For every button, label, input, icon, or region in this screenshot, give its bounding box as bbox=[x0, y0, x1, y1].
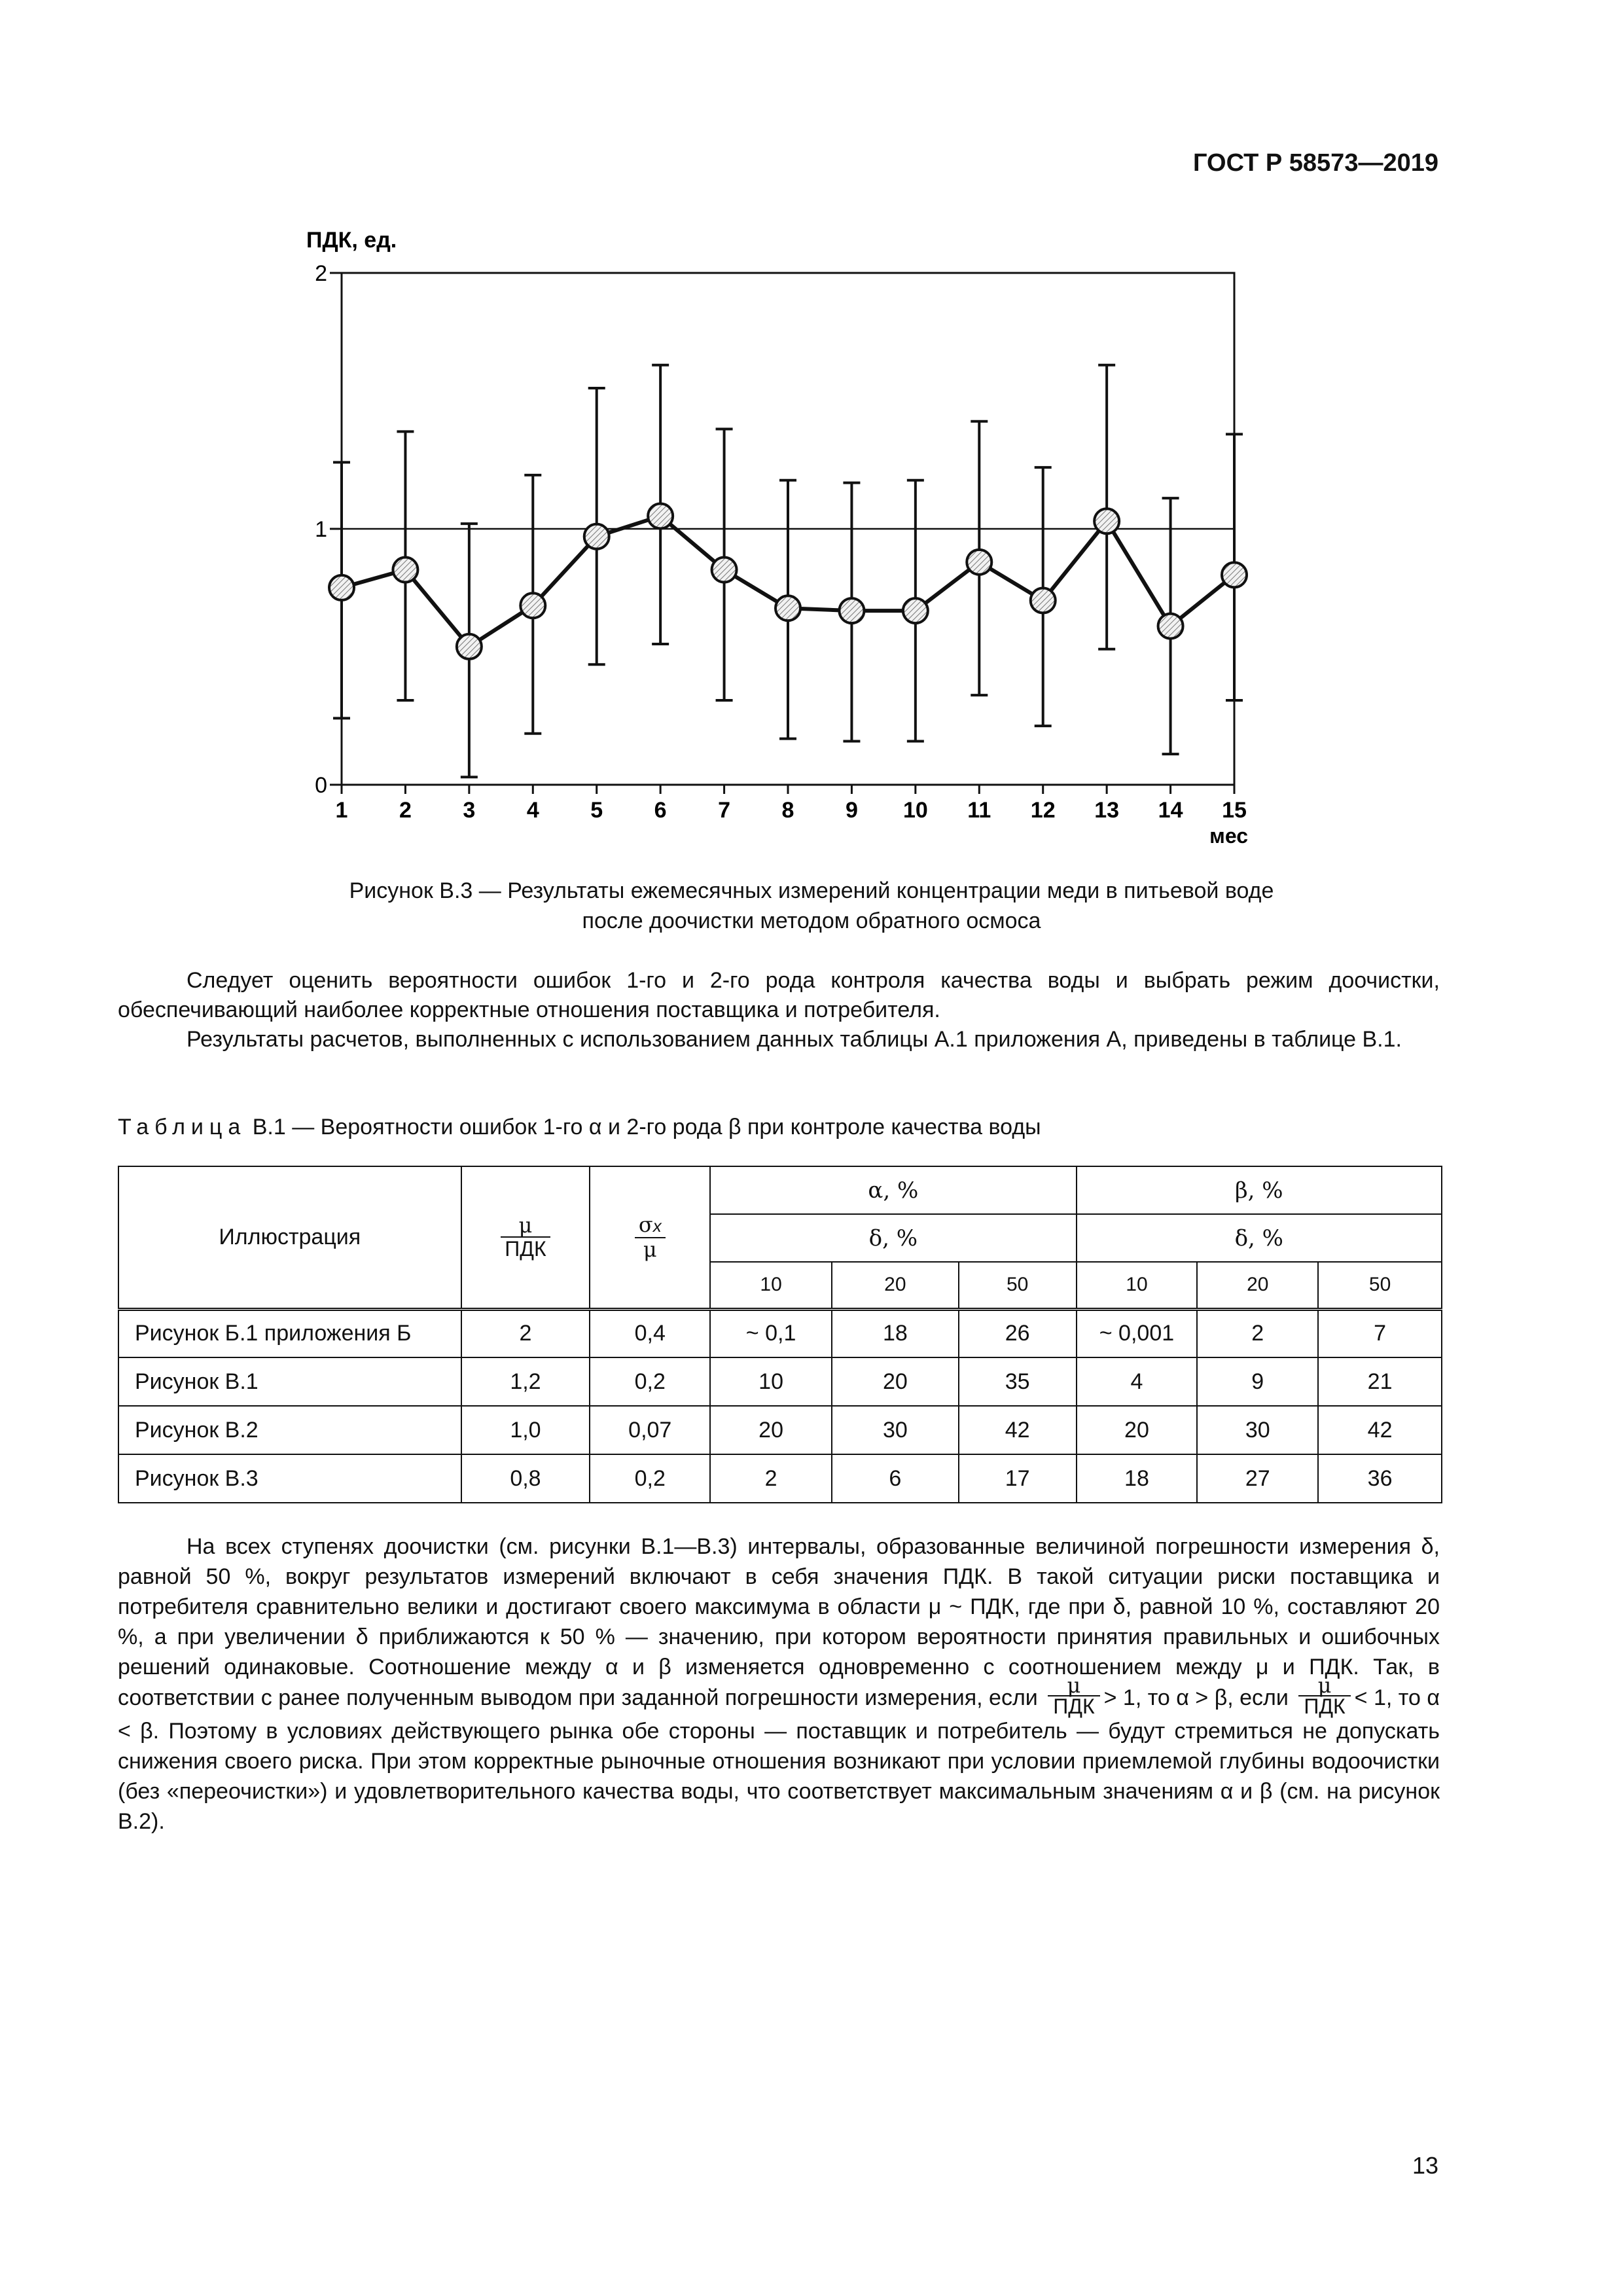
row-alpha-20: 30 bbox=[832, 1406, 959, 1454]
row-alpha-50: 35 bbox=[959, 1357, 1077, 1406]
row-alpha-10: ~ 0,1 bbox=[710, 1309, 832, 1357]
mu-symbol: μ bbox=[501, 1214, 550, 1238]
table-row bbox=[118, 1309, 1442, 1357]
pdk-label: ПДК bbox=[505, 1237, 546, 1261]
row-illustration: Рисунок В.1 bbox=[118, 1357, 461, 1406]
x-tick-label: 7 bbox=[718, 798, 731, 823]
concentration-chart bbox=[0, 0, 1623, 864]
x-tick-label: 3 bbox=[463, 798, 476, 823]
table-title-label: Таблица bbox=[118, 1115, 247, 1139]
row-beta-50: 36 bbox=[1318, 1454, 1442, 1503]
x-tick-label: 11 bbox=[967, 798, 991, 823]
header-beta-delta: δ, % bbox=[1077, 1214, 1442, 1262]
row-sigma: 0,07 bbox=[590, 1406, 710, 1454]
row-beta-10: 4 bbox=[1077, 1357, 1198, 1406]
data-point bbox=[648, 503, 673, 528]
page-number: 13 bbox=[1412, 2152, 1438, 2179]
y-tick-label: 2 bbox=[315, 261, 327, 286]
sigma-subscript: x bbox=[652, 1216, 662, 1236]
mu-over-pdk-fraction bbox=[501, 1214, 550, 1260]
header-alpha-50: 50 bbox=[959, 1262, 1077, 1309]
row-sigma: 0,4 bbox=[590, 1309, 710, 1357]
error-probability-table bbox=[118, 1166, 1442, 1503]
header-beta-50: 50 bbox=[1318, 1262, 1442, 1309]
x-tick-label: 4 bbox=[526, 798, 539, 823]
row-sigma: 0,2 bbox=[590, 1454, 710, 1503]
paragraph-1 bbox=[118, 966, 1440, 1025]
x-tick-label: 15 bbox=[1222, 798, 1247, 823]
table-row bbox=[118, 1454, 1442, 1503]
paragraph-2-text: Результаты расчетов, выполненных с использованием данных таблицы А.1 приложения А, приведены в таблице В.1. bbox=[187, 1027, 1402, 1052]
mu-over-pdk-inline-1 bbox=[1048, 1673, 1099, 1718]
y-axis-label: ПДК, ед. bbox=[306, 228, 397, 253]
row-illustration: Рисунок В.3 bbox=[118, 1454, 461, 1503]
table-title-text: В.1 — Вероятности ошибок 1-го α и 2-го рода β при контроле качества воды bbox=[246, 1115, 1041, 1139]
x-tick-label: 8 bbox=[781, 798, 794, 823]
row-alpha-50: 17 bbox=[959, 1454, 1077, 1503]
data-point bbox=[1031, 588, 1056, 613]
row-beta-50: 7 bbox=[1318, 1309, 1442, 1357]
header-alpha-10: 10 bbox=[710, 1262, 832, 1309]
data-point bbox=[584, 524, 609, 549]
row-beta-50: 42 bbox=[1318, 1406, 1442, 1454]
row-ratio: 0,8 bbox=[461, 1454, 590, 1503]
data-point bbox=[1222, 562, 1247, 587]
data-point bbox=[457, 634, 482, 659]
data-point bbox=[967, 550, 991, 575]
mu-denominator: μ bbox=[643, 1237, 657, 1263]
row-beta-10: ~ 0,001 bbox=[1077, 1309, 1198, 1357]
discussion-part-1: На всех ступенях доочистки (см. рисунки В.1—В.3) интервалы, образованные величиной погрешности измерения δ, равной 50 %, вокруг результатов измерений включают в себя значения ПДК. В такой ситуации риски поставщика и потребителя сравнительно велики и достигают своего максимума в области μ ~ ПДК, где при δ, равной 10 %, составляют 20 %, а при увеличении δ приближаются к 50 % — значению, при котором вероятности принятия правильных и ошибочных решений одинаковые. Соотношение между α и β изменяется одновременно с соотношением между μ и ПДК. Так, в соответствии с ранее полученным выводом при заданной погрешности измерения, если bbox=[118, 1534, 1440, 1710]
data-point bbox=[712, 558, 737, 583]
data-point bbox=[776, 596, 800, 620]
table-row bbox=[118, 1406, 1442, 1454]
paragraph-1-text: Следует оценить вероятности ошибок 1-го и 2-го рода контроля качества воды и выбрать режим доочистки, обеспечивающий наиболее корректные отношения поставщика и потребителя. bbox=[118, 968, 1440, 1022]
header-mu-ratio bbox=[461, 1166, 590, 1309]
row-alpha-10: 10 bbox=[710, 1357, 832, 1406]
row-alpha-50: 42 bbox=[959, 1406, 1077, 1454]
discussion-part-2: > 1, то α > β, если bbox=[1103, 1685, 1289, 1710]
data-point bbox=[839, 598, 864, 623]
row-alpha-20: 18 bbox=[832, 1309, 959, 1357]
row-illustration: Рисунок В.2 bbox=[118, 1406, 461, 1454]
row-alpha-10: 2 bbox=[710, 1454, 832, 1503]
table-row bbox=[118, 1357, 1442, 1406]
pdk-label: ПДК bbox=[1304, 1695, 1346, 1718]
data-point bbox=[520, 593, 545, 618]
document-code: ГОСТ Р 58573—2019 bbox=[1193, 149, 1438, 177]
header-beta-10: 10 bbox=[1077, 1262, 1198, 1309]
row-alpha-20: 20 bbox=[832, 1357, 959, 1406]
sigma-symbol: σ bbox=[638, 1212, 653, 1238]
data-point bbox=[1094, 509, 1119, 533]
x-axis-label: мес bbox=[1209, 824, 1248, 848]
data-point bbox=[1158, 614, 1183, 639]
row-alpha-10: 20 bbox=[710, 1406, 832, 1454]
x-tick-label: 9 bbox=[845, 798, 858, 823]
row-alpha-50: 26 bbox=[959, 1309, 1077, 1357]
x-tick-label: 10 bbox=[902, 798, 928, 823]
mu-over-pdk-inline-2 bbox=[1298, 1673, 1350, 1718]
figure-caption-line-1: Рисунок В.3 — Результаты ежемесячных измерений концентрации меди в питьевой воде bbox=[349, 878, 1274, 903]
header-sigma-ratio bbox=[590, 1166, 710, 1309]
row-beta-20: 27 bbox=[1197, 1454, 1318, 1503]
mu-symbol: μ bbox=[1298, 1676, 1350, 1696]
x-tick-label: 5 bbox=[590, 798, 603, 823]
header-beta: β, % bbox=[1077, 1166, 1442, 1214]
data-point bbox=[903, 598, 928, 623]
row-beta-20: 30 bbox=[1197, 1406, 1318, 1454]
row-beta-20: 9 bbox=[1197, 1357, 1318, 1406]
row-beta-10: 18 bbox=[1077, 1454, 1198, 1503]
sigma-numerator bbox=[635, 1213, 666, 1238]
discussion-part-3: < 1, то α < β. Поэтому в условиях действующего рынка обе стороны — поставщик и потребитель — будут стремиться не допускать снижения своего риска. При этом корректные рыночные отношения возникают при условии приемлемой глубины водоочистки (без «переочистки») и удовлетворительного качества воды, что соответствует максимальным значениям α и β (см. на рисунок В.2). bbox=[118, 1685, 1440, 1834]
header-alpha-delta: δ, % bbox=[710, 1214, 1076, 1262]
discussion-paragraph bbox=[118, 1532, 1440, 1837]
figure-caption-line-2: после доочистки методом обратного осмоса bbox=[582, 908, 1041, 933]
y-tick-label: 0 bbox=[315, 773, 327, 798]
row-beta-10: 20 bbox=[1077, 1406, 1198, 1454]
row-alpha-20: 6 bbox=[832, 1454, 959, 1503]
y-tick-label: 1 bbox=[315, 517, 327, 542]
x-tick-label: 13 bbox=[1094, 798, 1120, 823]
x-tick-label: 14 bbox=[1158, 798, 1183, 823]
row-beta-20: 2 bbox=[1197, 1309, 1318, 1357]
mu-symbol: μ bbox=[1048, 1676, 1099, 1696]
row-illustration: Рисунок Б.1 приложения Б bbox=[118, 1309, 461, 1357]
x-tick-label: 2 bbox=[399, 798, 412, 823]
row-ratio: 1,2 bbox=[461, 1357, 590, 1406]
data-point bbox=[393, 558, 418, 583]
table-title bbox=[118, 1115, 1041, 1140]
row-ratio: 1,0 bbox=[461, 1406, 590, 1454]
row-beta-50: 21 bbox=[1318, 1357, 1442, 1406]
x-tick-label: 6 bbox=[654, 798, 667, 823]
paragraph-2 bbox=[118, 1025, 1440, 1054]
header-alpha: α, % bbox=[710, 1166, 1076, 1214]
x-tick-label: 12 bbox=[1030, 798, 1056, 823]
row-sigma: 0,2 bbox=[590, 1357, 710, 1406]
header-beta-20: 20 bbox=[1197, 1262, 1318, 1309]
row-ratio: 2 bbox=[461, 1309, 590, 1357]
header-alpha-20: 20 bbox=[832, 1262, 959, 1309]
x-tick-label: 1 bbox=[335, 798, 348, 823]
header-illustration: Иллюстрация bbox=[118, 1166, 461, 1309]
pdk-label: ПДК bbox=[1053, 1695, 1095, 1718]
data-point bbox=[329, 575, 354, 600]
sigma-over-mu-fraction bbox=[635, 1213, 666, 1261]
